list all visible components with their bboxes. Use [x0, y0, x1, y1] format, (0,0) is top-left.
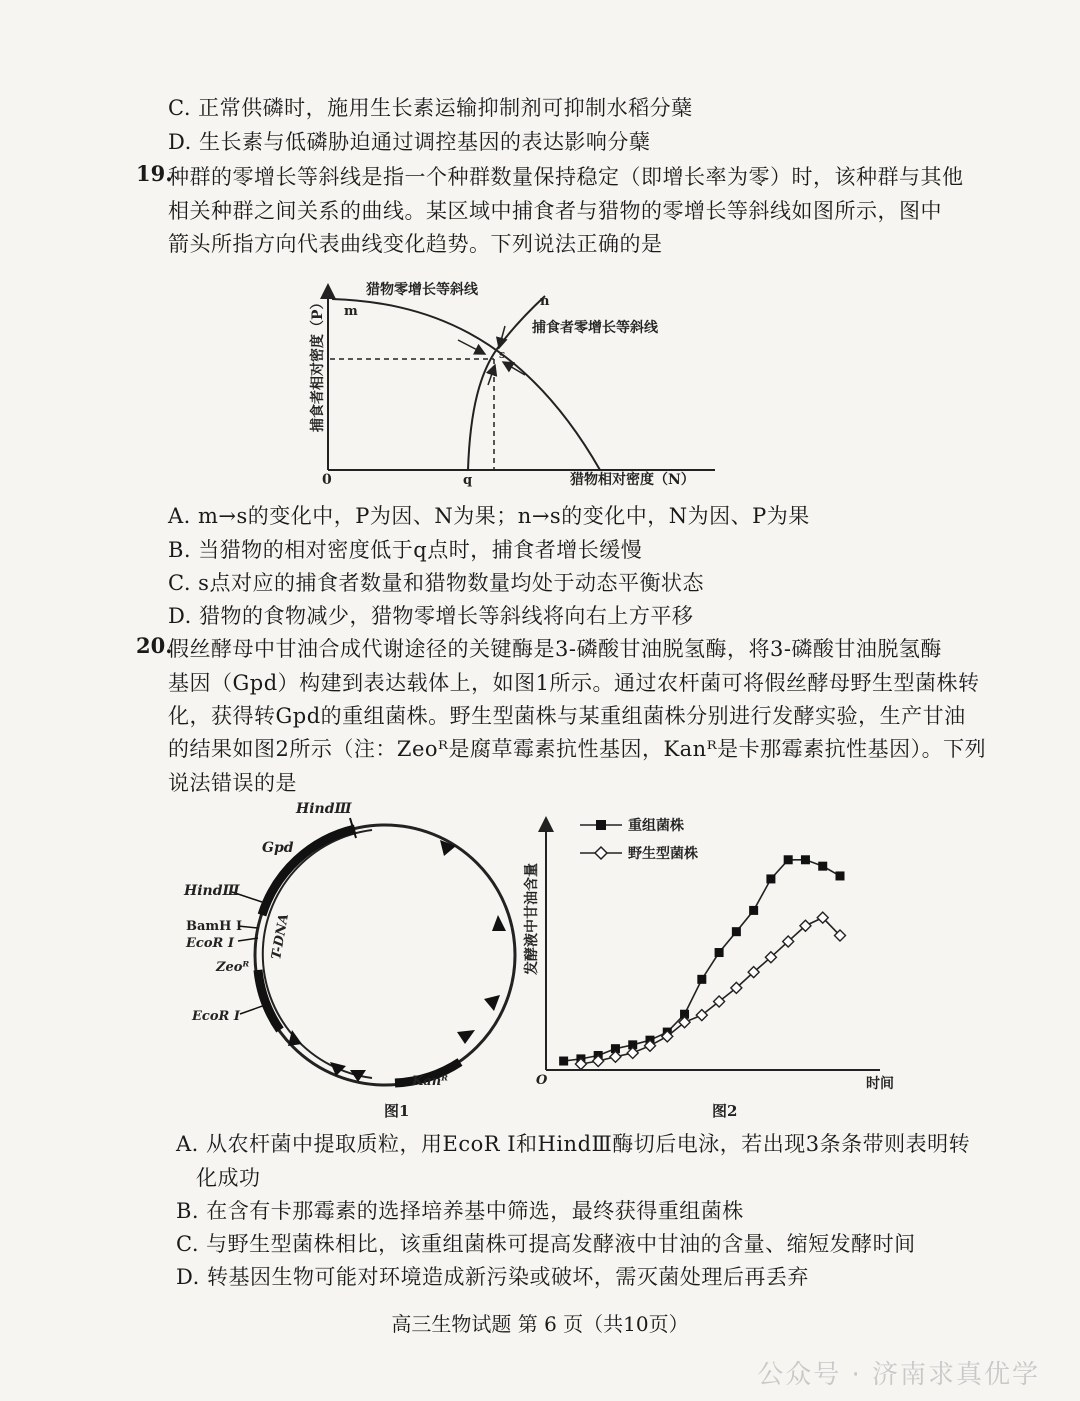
- point-recombinant: [559, 1057, 568, 1066]
- fig2-caption: 图2: [712, 1102, 738, 1120]
- point-recombinant: [749, 906, 758, 915]
- q20-option-a: A. 从农杆菌中提取质粒，用EcoR Ⅰ和HindⅢ酶切后电泳，若出现3条条带则表明转: [176, 1132, 971, 1156]
- q20-stem-line-5: 说法错误的是: [168, 771, 297, 795]
- q19-stem-line-3: 箭头所指方向代表曲线变化趋势。下列说法正确的是: [168, 232, 663, 256]
- q20-stem-line-1: 假丝酵母中甘油合成代谢途径的关键酶是3-磷酸甘油脱氢酶，将3-磷酸甘油脱氢酶: [168, 637, 942, 661]
- q19-isocline-graph: [290, 268, 730, 498]
- predator-isocline-label: 捕食者零增长等斜线: [532, 320, 658, 336]
- q19-stem-line-1: 种群的零增长等斜线是指一个种群数量保持稳定（即增长率为零）时，该种群与其他: [168, 165, 964, 189]
- q18-option-c: C. 正常供磷时，施用生长素运输抑制剂可抑制水稻分蘖: [168, 96, 693, 120]
- q19-option-c: C. s点对应的捕食者数量和猎物数量均处于动态平衡状态: [168, 571, 704, 595]
- label-zeo: Zeoᴿ: [216, 960, 250, 975]
- fig2-origin: O: [536, 1073, 548, 1088]
- label-hind3-left: HindⅢ: [184, 883, 240, 899]
- point-recombinant: [784, 855, 793, 864]
- point-n: n: [540, 294, 550, 309]
- q19-option-b: B. 当猎物的相对密度低于q点时，捕食者增长缓慢: [168, 538, 643, 562]
- point-recombinant: [732, 927, 741, 936]
- point-recombinant: [766, 874, 775, 883]
- q20-fig2-chart: [510, 800, 910, 1120]
- q20-option-c: C. 与野生型菌株相比，该重组菌株可提高发酵液中甘油的含量、缩短发酵时间: [176, 1232, 916, 1256]
- q20-stem-line-4: 的结果如图2所示（注：Zeoᴿ是腐草霉素抗性基因，Kanᴿ是卡那霉素抗性基因）。下列: [168, 737, 987, 761]
- legend-marker-wild: [595, 847, 607, 859]
- label-tdna: T-DNA: [269, 912, 292, 961]
- q20-option-a-cont: 化成功: [196, 1166, 261, 1190]
- q19-option-d: D. 猎物的食物减少，猎物零增长等斜线将向右上方平移: [168, 604, 694, 628]
- prey-isocline-label: 猎物零增长等斜线: [366, 282, 478, 298]
- label-bamh1: BamH Ⅰ: [186, 919, 243, 934]
- label-ecor1-b: EcoR Ⅰ: [192, 1009, 240, 1024]
- point-recombinant: [836, 871, 845, 880]
- label-ecor1-a: EcoR Ⅰ: [186, 936, 234, 951]
- point-s: s: [499, 348, 506, 361]
- series-line-wild: [581, 918, 840, 1064]
- q20-option-d: D. 转基因生物可能对环境造成新污染或破坏，需灭菌处理后再丢弃: [176, 1265, 809, 1289]
- point-recombinant: [697, 975, 706, 984]
- page-footer: 高三生物试题 第 6 页（共10页）: [391, 1312, 689, 1336]
- point-recombinant: [715, 948, 724, 957]
- y-axis-label: 捕食者相对密度（P）: [310, 295, 326, 432]
- q20-option-b: B. 在含有卡那霉素的选择培养基中筛选，最终获得重组菌株: [176, 1199, 744, 1223]
- series-line-recombinant: [564, 860, 840, 1061]
- legend-wild: 野生型菌株: [628, 846, 698, 862]
- label-kan: Kanᴿ: [412, 1074, 448, 1089]
- label-gpd: Gpd: [262, 840, 294, 856]
- q19-option-a: A. m→s的变化中，P为因、N为果；n→s的变化中，N为因、P为果: [168, 504, 810, 528]
- watermark: 公众号 · 济南求真优学: [757, 1360, 1040, 1390]
- legend-recombinant: 重组菌株: [628, 818, 684, 834]
- origin-label: 0: [322, 472, 332, 488]
- q20-fig1-plasmid: [180, 795, 520, 1125]
- fig2-y-label: 发酵液中甘油含量: [524, 863, 540, 975]
- fig2-x-label: 时间: [866, 1076, 894, 1092]
- label-hind3-top: HindⅢ: [296, 801, 352, 817]
- point-recombinant: [818, 862, 827, 871]
- point-q: q: [463, 473, 473, 488]
- x-axis-label: 猎物相对密度（N）: [570, 472, 695, 488]
- q20-stem-line-3: 化，获得转Gpd的重组菌株。野生型菌株与某重组菌株分别进行发酵实验，生产甘油: [168, 704, 966, 728]
- q20-stem-line-2: 基因（Gpd）构建到表达载体上，如图1所示。通过农杆菌可将假丝酵母野生型菌株转: [168, 671, 980, 695]
- point-m: m: [344, 304, 358, 319]
- q19-number: 19.: [136, 161, 173, 186]
- q18-option-d: D. 生长素与低磷胁迫通过调控基因的表达影响分蘖: [168, 130, 651, 154]
- legend-marker-recombinant: [596, 820, 606, 830]
- q20-number: 20.: [136, 633, 173, 658]
- fig1-caption: 图1: [384, 1102, 410, 1120]
- q19-stem-line-2: 相关种群之间关系的曲线。某区域中捕食者与猎物的零增长等斜线如图所示，图中: [168, 199, 942, 223]
- point-recombinant: [801, 855, 810, 864]
